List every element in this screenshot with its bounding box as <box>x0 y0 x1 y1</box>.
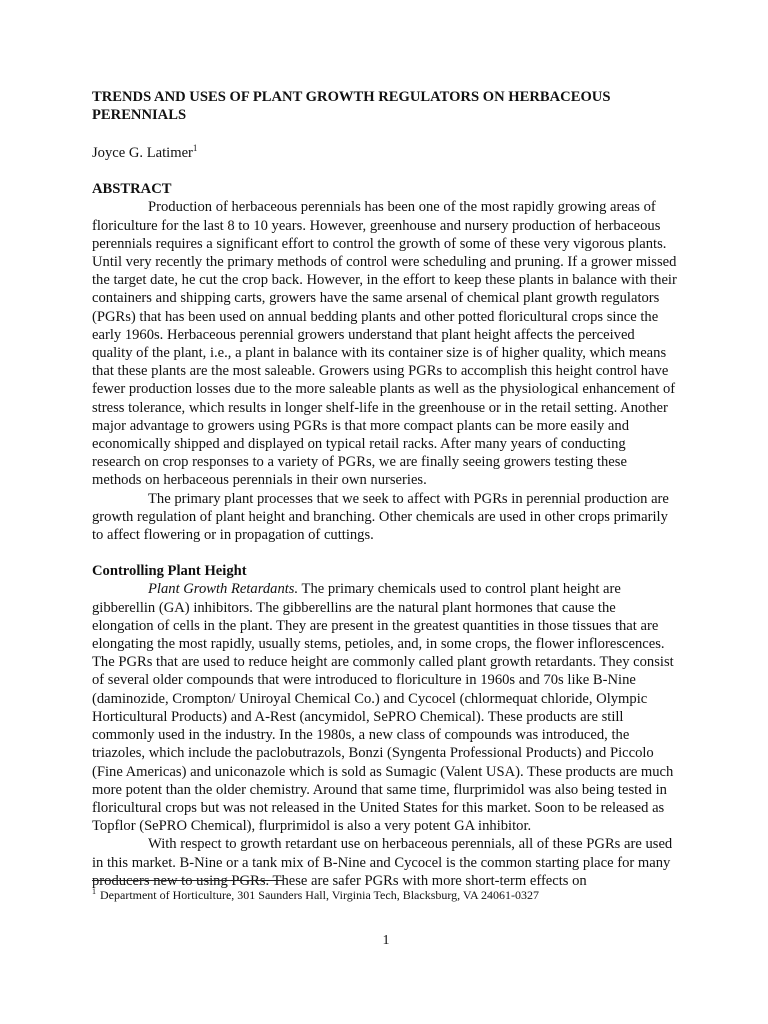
author-name: Joyce G. Latimer <box>92 145 193 161</box>
paper-title: TRENDS AND USES OF PLANT GROWTH REGULATORS ON HERBACEOUS PERENNIALS <box>92 89 611 123</box>
footnote-divider <box>92 880 284 881</box>
section-paragraph <box>92 580 677 835</box>
section-paragraph: With respect to growth retardant use on herbaceous perennials, all of these PGRs are used in this market. B-Nine or a tank mix of B-Nine and Cycocel is the common starting place for many producers new to using PGRs. These are safer PGRs with more short-term effects on <box>92 836 673 889</box>
footnote-mark: 1 <box>92 887 96 896</box>
author-footnote-mark: 1 <box>192 143 198 154</box>
abstract-paragraph: Production of herbaceous perennials has been one of the most rapidly growing areas of floriculture for the last 8 to 10 years. However, greenhouse and nursery production of herbaceous perennials requires a significant effort to control the growth of some of these very vigorous plants. Until very recently the primary methods of control were scheduling and pruning. If a grower missed the target date, he cut the crop back. However, in the effort to keep these plants in balance with their containers and shipping carts, growers have the same arsenal of chemical plant growth regulators (PGRs) that has been used on annual bedding plants and other potted floricultural crops since the early 1960s. Herbaceous perennial growers understand that plant height affects the perceived quality of the plant, i.e., a plant in balance with its container size is of higher quality, which means that these plants are the most saleable. Growers using PGRs to accomplish this height control have fewer production losses due to the more saleable plants as well as the physiological enhancement of stress tolerance, which results in longer shelf-life in the greenhouse or in the retail setting. Another major advantage to growers using PGRs is that more compact plants can be more easily and economically shipped and displayed on typical retail racks. After many years of conducting research on crop responses to a variety of PGRs, we are finally seeing growers testing these methods on herbaceous perennials in their own nurseries. <box>92 199 677 489</box>
abstract-heading: ABSTRACT <box>92 181 172 198</box>
footnote <box>92 888 677 903</box>
section-paragraph-text: The primary chemicals used to control plant height are gibberellin (GA) inhibitors. The gibberellins are the natural plant hormones that cause the elongation of cells in the plant. They are present in the greatest quantities in those tissues that are elongating the most rapidly, usually stems, petioles, and, in some crops, the flower inflorescences. The PGRs that are used to reduce height are commonly called plant growth retardants. They consist of several older compounds that were introduced to floriculture in 1960s and 70s like B-Nine (daminozide, Crompton/ Uniroyal Chemical Co.) and Cycocel (chlormequat chloride, Olympic Horticultural Products) and A-Rest (ancymidol, SePRO Chemical). These products are still commonly used in the industry. In the 1980s, a new class of compounds was introduced, the triazoles, which include the paclobutrazols, Bonzi (Syngenta Professional Products) and Piccolo (Fine Americas) and uniconazole which is sold as Sumagic (Valent USA). These products are much more potent than the older chemistry. Around that same time, flurprimidol was also being tested in floricultural crops but was not released in the United States for this market. Soon to be released as Topflor (SePRO Chemical), flurprimidol is also a very potent GA inhibitor. <box>92 581 674 835</box>
footnote-text: Department of Horticulture, 301 Saunders Hall, Virginia Tech, Blacksburg, VA 24061-0327 <box>100 888 540 902</box>
document-page <box>92 88 677 890</box>
section-heading: Controlling Plant Height <box>92 563 247 580</box>
page-number: 1 <box>382 933 390 948</box>
abstract-paragraph: The primary plant processes that we seek to affect with PGRs in perennial production are growth regulation of plant height and branching. Other chemicals are used in other crops primarily to affect flowering or in propagation of cuttings. <box>92 490 669 544</box>
subsection-lead: Plant Growth Retardants. <box>148 581 299 598</box>
author-line <box>92 144 677 162</box>
